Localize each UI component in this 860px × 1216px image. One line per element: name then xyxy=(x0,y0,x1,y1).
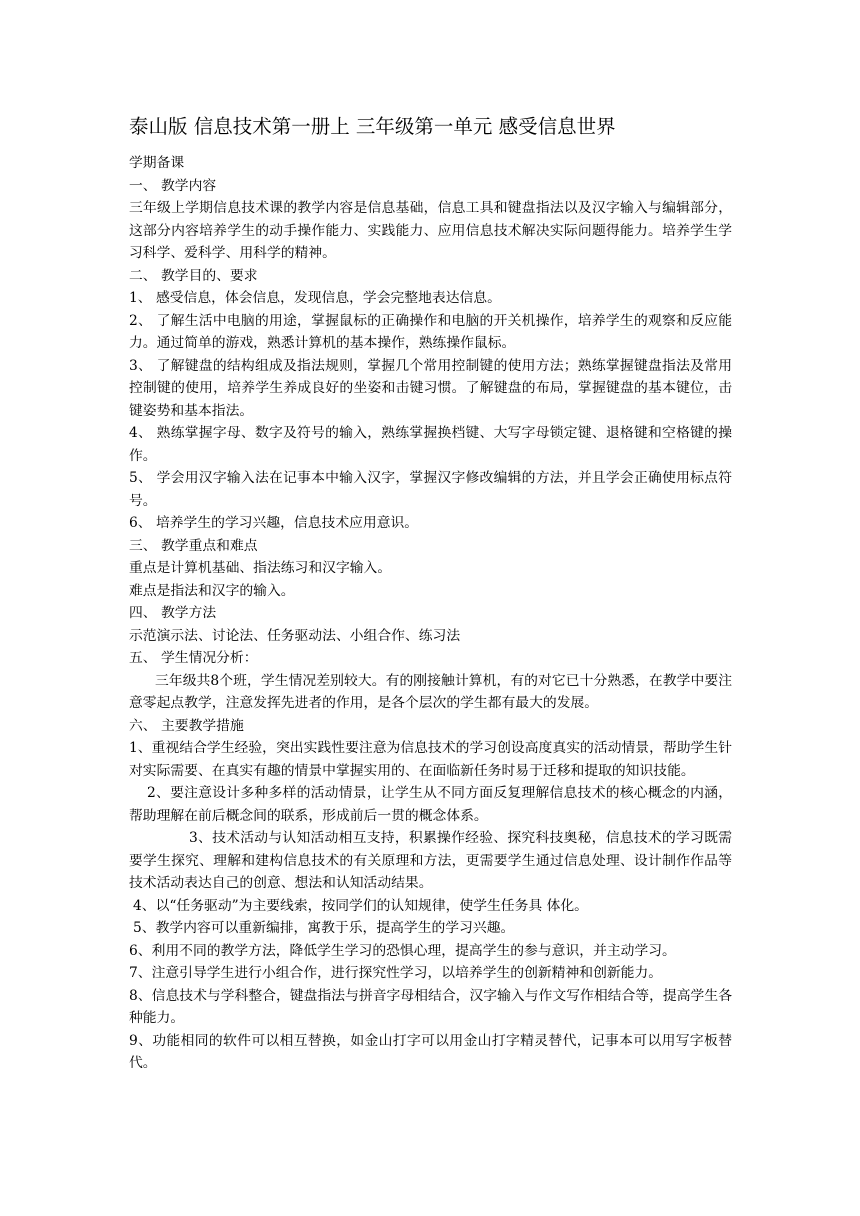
list-item: 5、 学会用汉字输入法在记事本中输入汉字，掌握汉字修改编辑的方法，并且学会正确使用标点符号。 xyxy=(129,470,732,509)
list-item: 9、功能相同的软件可以相互替换，如金山打字可以用金山打字精灵替代，记事本可以用写字板替代。 xyxy=(129,1032,732,1071)
list-item: 4、以“任务驱动”为主要线索，按同学们的认知规律，使学生任务具 体化。 xyxy=(133,897,588,914)
section-heading: 四、 教学方法 xyxy=(129,605,217,621)
paragraph: 难点是指法和汉字的输入。 xyxy=(129,582,295,599)
list-item: 2、要注意设计多种多样的活动情景，让学生从不同方面反复理解信息技术的核心概念的内涵，帮助理解在前后概念间的联系，形成前后一贯的概念体系。 xyxy=(129,785,732,824)
list-item: 2、 了解生活中电脑的用途，掌握鼠标的正确操作和电脑的开关机操作，培养学生的观察和反应能力。通过简单的游戏，熟悉计算机的基本操作，熟练操作鼠标。 xyxy=(129,312,732,351)
list-item: 5、教学内容可以重新编排，寓教于乐，提高学生的学习兴趣。 xyxy=(133,920,515,936)
section-heading: 三、 教学重点和难点 xyxy=(129,537,258,554)
list-item: 8、信息技术与学科整合，键盘指法与拼音字母相结合，汉字输入与作文写作相结合等，提高学生各种能力。 xyxy=(129,987,732,1026)
document-page xyxy=(129,113,732,1075)
section-heading: 一、 教学内容 xyxy=(129,177,217,194)
section-heading: 二、 教学目的、要求 xyxy=(129,267,258,284)
list-item: 4、 熟练掌握字母、数字及符号的输入，熟练掌握换档键、大写字母锁定键、退格键和空格键的操作。 xyxy=(129,425,732,464)
paragraph: 示范演示法、讨论法、任务驱动法、小组合作、练习法 xyxy=(129,627,461,644)
list-item: 3、技术活动与认知活动相互支持，积累操作经验、探究科技奥秘，信息技术的学习既需要学生探究、理解和建构信息技术的有关原理和方法，更需要学生通过信息处理、设计制作作品等技术活动表达自己的创意、想法和认知活动结果。 xyxy=(129,830,732,891)
list-item: 1、重视结合学生经验，突出实践性要注意为信息技术的学习创设高度真实的活动情景，帮助学生针对实际需要、在真实有趣的情景中掌握实用的、在面临新任务时易于迁移和提取的知识技能。 xyxy=(129,740,732,779)
list-item: 1、 感受信息，体会信息，发现信息，学会完整地表达信息。 xyxy=(129,290,501,306)
paragraph: 重点是计算机基础、指法练习和汉字输入。 xyxy=(129,560,392,576)
section-heading: 六、 主要教学措施 xyxy=(129,717,244,734)
paragraph: 三年级上学期信息技术课的教学内容是信息基础，信息工具和键盘指法以及汉字输入与编辑部分，这部分内容培养学生的动手操作能力、实践能力、应用信息技术解决实际问题得能力。培养学生学习科学、爱科学、用科学的精神。 xyxy=(129,200,732,261)
list-item: 7、注意引导学生进行小组合作，进行探究性学习，以培养学生的创新精神和创新能力。 xyxy=(129,965,663,981)
list-item: 6、利用不同的教学方法，降低学生学习的恐惧心理，提高学生的参与意识，并主动学习。 xyxy=(129,942,676,959)
section-heading: 五、 学生情况分析： xyxy=(129,650,258,666)
paragraph: 三年级共8个班，学生情况差别较大。有的刚接触计算机，有的对它已十分熟悉，在教学中要注意零起点教学，注意发挥先进者的作用，是各个层次的学生都有最大的发展。 xyxy=(129,672,732,711)
list-item: 3、 了解键盘的结构组成及指法规则，掌握几个常用控制键的使用方法；熟练掌握键盘指法及常用控制键的使用，培养学生养成良好的坐姿和击键习惯。了解键盘的布局，掌握键盘的基本键位，击键姿势和基本指法。 xyxy=(129,357,732,419)
list-item: 6、 培养学生的学习兴趣，信息技术应用意识。 xyxy=(129,515,419,531)
section-label: 学期备课 xyxy=(129,155,185,171)
document-title: 泰山版 信息技术第一册上 三年级第一单元 感受信息世界 xyxy=(129,115,616,138)
